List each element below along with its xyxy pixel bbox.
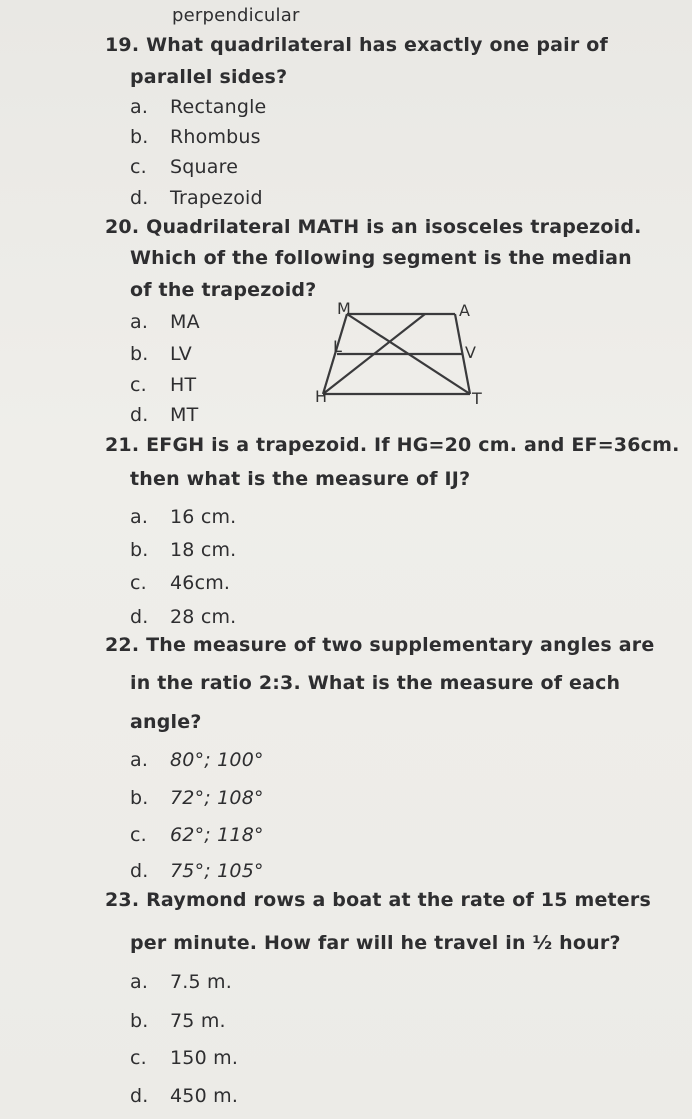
option-label: b. xyxy=(130,126,149,148)
option-label: b. xyxy=(130,787,149,809)
option-23a xyxy=(130,970,232,994)
question-text: What quadrilateral has exactly one pair of xyxy=(146,34,608,56)
label-a: A xyxy=(459,302,470,320)
trapezoid-figure xyxy=(315,302,490,412)
option-label: a. xyxy=(130,311,149,333)
option-20b xyxy=(130,342,192,366)
option-text: Rhombus xyxy=(170,126,261,148)
option-label: a. xyxy=(130,96,149,118)
option-text: 75 m. xyxy=(170,1010,226,1032)
option-21b xyxy=(130,538,236,562)
question-text-cont: in the ratio 2:3. What is the measure of each xyxy=(130,672,621,694)
option-text: 18 cm. xyxy=(170,539,237,561)
option-19d xyxy=(130,186,263,210)
option-21d xyxy=(130,605,236,629)
label-m: M xyxy=(337,302,351,318)
option-text: 46cm. xyxy=(170,572,231,594)
option-label: c. xyxy=(130,374,147,396)
option-23d xyxy=(130,1084,238,1108)
option-label: a. xyxy=(130,971,149,993)
option-text: Rectangle xyxy=(170,96,267,118)
option-22b xyxy=(130,786,264,810)
option-text: 28 cm. xyxy=(170,606,237,628)
question-22 xyxy=(105,633,654,657)
option-label: d. xyxy=(130,404,149,426)
question-text: EFGH is a trapezoid. If HG=20 cm. and EF=36cm. xyxy=(146,434,680,456)
question-text-cont: per minute. How far will he travel in ½ hour? xyxy=(130,932,621,954)
option-22c xyxy=(130,823,264,847)
question-number: 20. xyxy=(105,216,140,238)
option-label: d. xyxy=(130,606,149,628)
header-fragment: perpendicular xyxy=(172,5,300,26)
option-label: d. xyxy=(130,860,149,882)
label-h: H xyxy=(315,387,328,406)
question-text-cont: angle? xyxy=(130,711,202,733)
option-label: b. xyxy=(130,539,149,561)
option-20c xyxy=(130,373,196,397)
option-22d xyxy=(130,859,264,883)
option-text: 62°; 118° xyxy=(170,824,264,846)
option-text: 80°; 100° xyxy=(170,749,264,771)
option-text: 150 m. xyxy=(170,1047,239,1069)
option-text: 72°; 108° xyxy=(170,787,264,809)
option-text: MA xyxy=(170,311,200,333)
option-label: a. xyxy=(130,506,149,528)
option-text: LV xyxy=(170,343,192,365)
option-text: HT xyxy=(170,374,197,396)
option-text: Square xyxy=(170,156,239,178)
option-23b xyxy=(130,1009,226,1033)
option-label: d. xyxy=(130,1085,149,1107)
option-19b xyxy=(130,125,261,149)
question-text-cont: then what is the measure of IJ? xyxy=(130,468,471,490)
question-21 xyxy=(105,433,680,457)
option-label: c. xyxy=(130,1047,147,1069)
question-19 xyxy=(105,33,608,57)
option-20d xyxy=(130,403,198,427)
label-v: V xyxy=(465,343,476,362)
question-number: 21. xyxy=(105,434,140,456)
option-20a xyxy=(130,310,200,334)
option-19c xyxy=(130,155,238,179)
option-23c xyxy=(130,1046,238,1070)
option-text: 16 cm. xyxy=(170,506,237,528)
question-text: Quadrilateral MATH is an isosceles trapezoid. xyxy=(146,216,642,238)
question-text-cont: parallel sides? xyxy=(130,66,288,88)
option-text: 75°; 105° xyxy=(170,860,264,882)
label-t: T xyxy=(472,389,482,408)
option-label: c. xyxy=(130,156,147,178)
option-label: b. xyxy=(130,343,149,365)
question-20 xyxy=(105,215,642,239)
question-text: The measure of two supplementary angles are xyxy=(146,634,655,656)
option-19a xyxy=(130,95,266,119)
option-label: d. xyxy=(130,187,149,209)
option-label: c. xyxy=(130,824,147,846)
option-21c xyxy=(130,571,230,595)
label-l: L xyxy=(333,337,342,356)
option-label: b. xyxy=(130,1010,149,1032)
question-number: 19. xyxy=(105,34,140,56)
question-text-cont: Which of the following segment is the median xyxy=(130,247,632,269)
option-label: a. xyxy=(130,749,149,771)
question-number: 23. xyxy=(105,889,140,911)
option-text: MT xyxy=(170,404,199,426)
question-text-cont: of the trapezoid? xyxy=(130,279,317,301)
option-text: 450 m. xyxy=(170,1085,239,1107)
option-label: c. xyxy=(130,572,147,594)
question-number: 22. xyxy=(105,634,140,656)
option-21a xyxy=(130,505,236,529)
option-22a xyxy=(130,748,264,772)
option-text: Trapezoid xyxy=(170,187,263,209)
question-23 xyxy=(105,888,651,912)
option-text: 7.5 m. xyxy=(170,971,233,993)
question-text: Raymond rows a boat at the rate of 15 meters xyxy=(146,889,651,911)
